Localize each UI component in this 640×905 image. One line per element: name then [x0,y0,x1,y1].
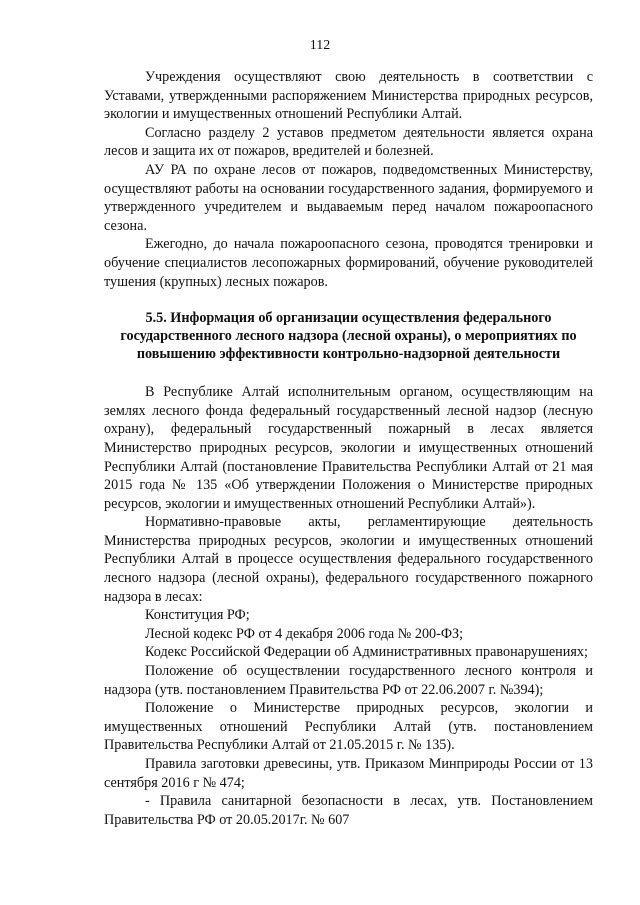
section-heading-line: государственного лесного надзора (лесной охраны), о мероприятиях по [120,328,577,345]
section-heading-line: повышению эффективности контрольно-надзорной деятельности [136,346,561,363]
page-content [104,68,593,829]
section-heading [104,309,593,363]
paragraph: Нормативно-правовые акты, регламентирующие деятельность Министерства природных ресурсов, экологии и имущественных отношений Республики Алтай в процессе осуществления федерального государственного лесного надзора (лесной охраны), федерального государственного пожарного надзора в лесах: [104,514,593,605]
list-item: - Правила санитарной безопасности в лесах, утв. Постановлением Правительства РФ от 20.05.2017г. № 607 [104,793,593,828]
paragraph: Согласно разделу 2 уставов предметом деятельности является охрана лесов и защита их от пожаров, вредителей и болезней. [104,124,593,160]
list-item: Положение о Министерстве природных ресурсов, экологии и имущественных отношений Республики Алтай (утв. постановлением Правительства Республики Алтай от 21.05.2015 г. № 135). [104,700,593,754]
page-number: 112 [309,38,331,53]
list-item: Правила заготовки древесины, утв. Приказом Минприроды России от 13 сентября 2016 г № 474; [104,756,593,791]
list-item: Кодекс Российской Федерации об Административных правонарушениях; [145,644,588,661]
list-item: Лесной кодекс РФ от 4 декабря 2006 года № 200-ФЗ; [145,625,464,642]
list-item: Положение об осуществлении государственного лесного контроля и надзора (утв. постановлением Правительства РФ от 22.06.2007 г. №394); [104,663,593,698]
paragraph: Ежегодно, до начала пожароопасного сезона, проводятся тренировки и обучение специалистов лесопожарных формирований, обучение руководителей тушения (крупных) лесных пожаров. [104,236,593,290]
paragraph: В Республике Алтай исполнительным органом, осуществляющим на землях лесного фонда федеральный государственный лесной надзор (лесную охрану), федеральный государственный пожарный в лесах является Министерство природных ресурсов, экологии и имущественных отношений Республики Алтай (постановление Правительства Республики Алтай от 21 мая 2015 года № 135 «Об утверждении Положения о Министерстве природных ресурсов, экологии и имущественных отношений Республики Алтай»). [104,384,593,512]
section-heading-line: 5.5. Информация об организации осуществления федерального [145,310,552,327]
list-item: Конституция РФ; [145,607,250,624]
paragraph: АУ РА по охране лесов от пожаров, подведомственных Министерству, осуществляют работы на основании государственного задания, формируемого и утвержденного учредителем и выдаваемым перед началом пожароопасного сезона. [104,161,593,234]
paragraph: Учреждения осуществляют свою деятельность в соответствии с Уставами, утвержденными распоряжением Министерства природных ресурсов, экологии и имущественных отношений Республики Алтай. [104,69,593,123]
